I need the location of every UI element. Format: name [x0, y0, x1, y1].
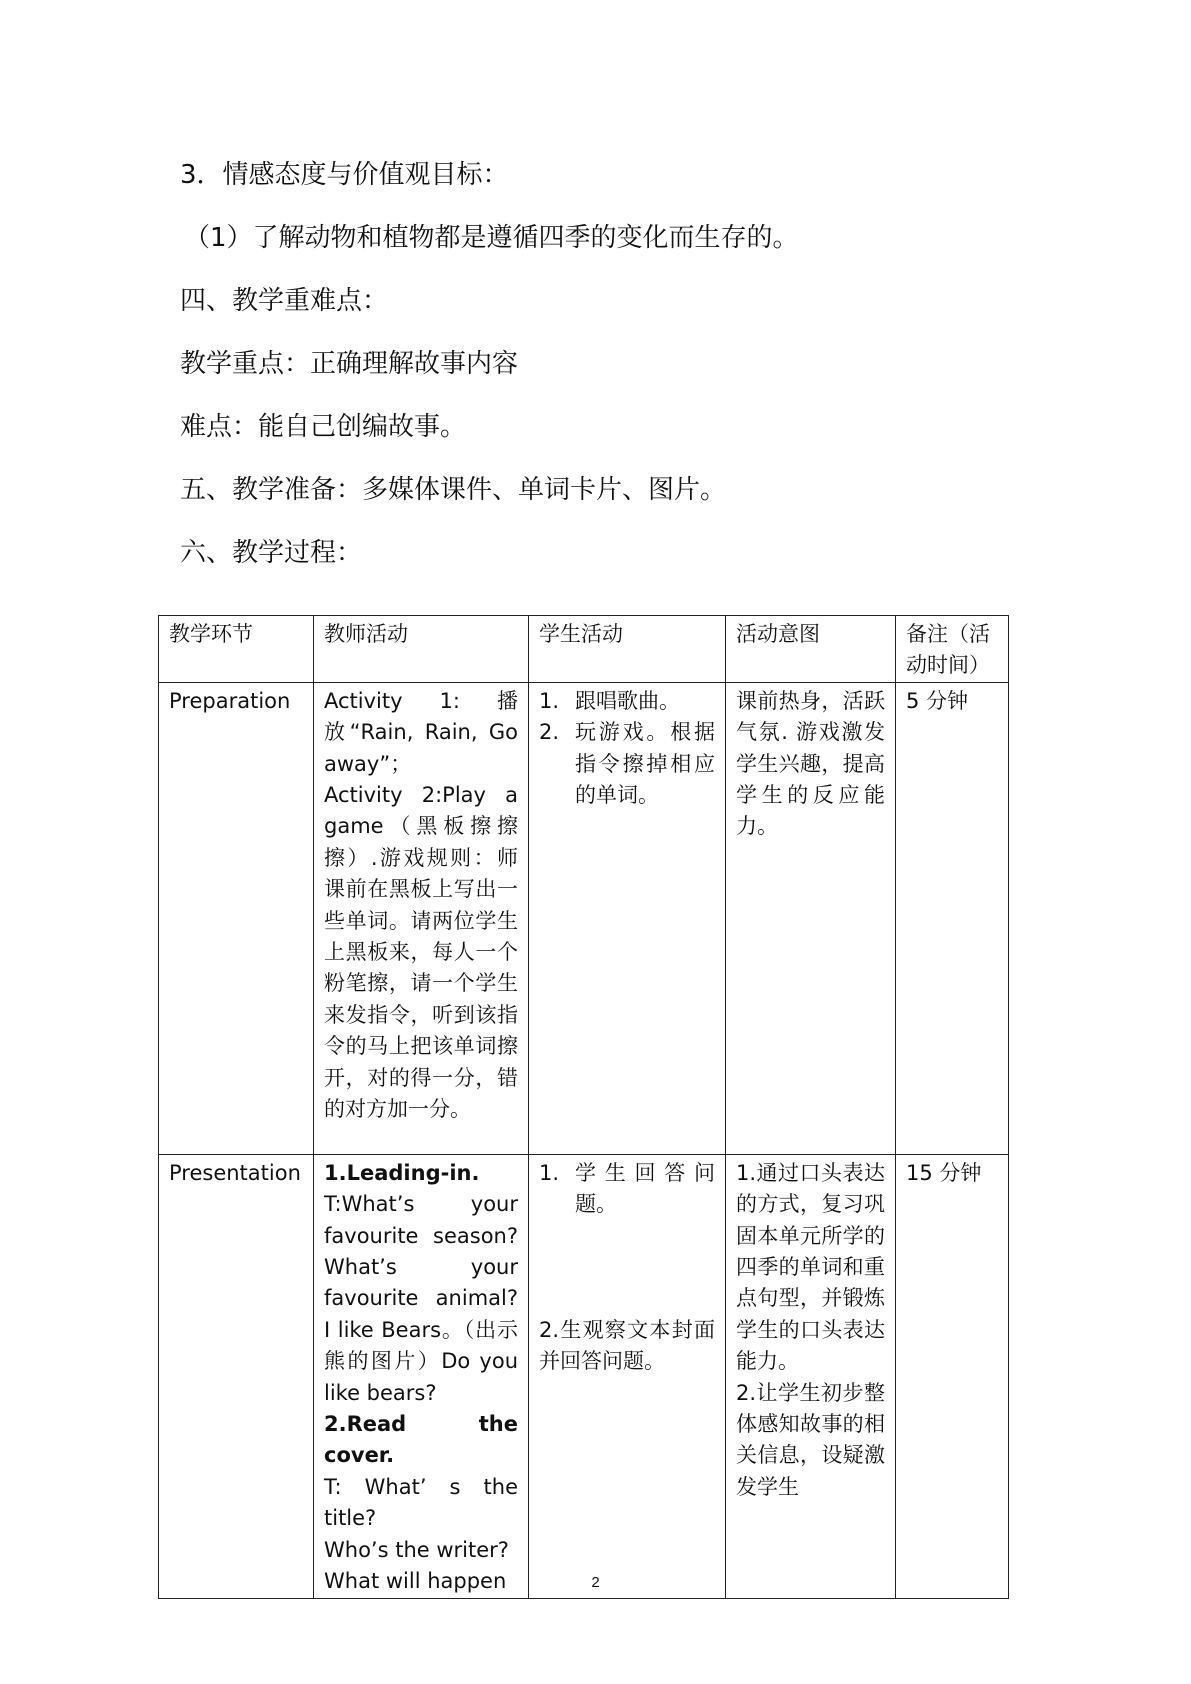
teacher-step-heading-2: 2.Read the cover. [324, 1412, 518, 1468]
list-item: 1. 学生回答问题。 [539, 1160, 715, 1217]
teacher-step-text-1: T:What’s your favourite season? What’s your favourite animal? I like Bears。（出示熊的图片）Do you like bears? [324, 1192, 518, 1405]
teacher-activity-cell [314, 1154, 529, 1598]
difficulty-text: 难点：能自己创编故事。 [180, 412, 467, 442]
purpose-cell: 课前热身，活跃气氛. 游戏激发学生兴趣，提高学生的反应能力。 [726, 682, 896, 1154]
purpose-1: 1.通过口头表达的方式，复习巩固本单元所学的四季的单词和重点句型，并锻炼学生的口头表达能力。 [736, 1160, 885, 1374]
section-heading-process: 六、教学过程： [180, 538, 363, 568]
table-row [159, 1154, 1009, 1598]
student-activity-2: 2.生观察文本封面并回答问题。 [539, 1317, 715, 1374]
preparation-text: 五、教学准备：多媒体课件、单词卡片、图片。 [180, 475, 727, 505]
student-activity-list [539, 686, 715, 812]
teacher-step-text-2b: Who’s the writer? [324, 1537, 509, 1562]
table-header-row [159, 616, 1009, 683]
list-item: 2. 玩游戏。根据指令擦掉相应的单词。 [539, 720, 715, 808]
purpose-2: 2.让学生初步整体感知故事的相关信息，设疑激发学生 [736, 1380, 885, 1499]
time-cell: 5 分钟 [896, 682, 1009, 1154]
stage-cell: Preparation [159, 682, 314, 1154]
teacher-activity-2: Activity 2:Play a game（黑板擦擦擦）.游戏规则：师课前在黑板上写出一些单词。请两位学生上黑板来，每人一个粉笔擦，请一个学生来发指令，听到该指令的马上把该单词擦开，对的得一分，错的对方加一分。 [324, 783, 518, 1122]
table-row [159, 682, 1009, 1154]
goal-item-1: （1）了解动物和植物都是遵循四季的变化而生存的。 [184, 223, 799, 253]
student-activity-cell [529, 682, 726, 1154]
header-student-activity: 学生活动 [529, 616, 726, 683]
teacher-step-text-2a: T: What’ s the title? [324, 1474, 518, 1531]
teaching-process-table [158, 615, 1009, 1599]
time-cell: 15 分钟 [896, 1154, 1009, 1598]
teacher-step-text-2c: What will happen [324, 1569, 507, 1594]
header-purpose: 活动意图 [726, 616, 896, 683]
header-time: 备注（活动时间） [896, 616, 1009, 683]
teacher-step-heading-1: 1.Leading-in. [324, 1160, 480, 1185]
page-number: 2 [591, 1574, 600, 1591]
teacher-activity-cell [314, 682, 529, 1154]
section-heading-attitude-goals: 3．情感态度与价值观目标： [180, 160, 509, 190]
stage-cell: Presentation [159, 1154, 314, 1598]
header-stage: 教学环节 [159, 616, 314, 683]
purpose-cell [726, 1154, 896, 1598]
section-heading-key-points: 四、教学重难点： [180, 286, 389, 316]
header-teacher-activity: 教师活动 [314, 616, 529, 683]
student-activity-list [539, 1158, 715, 1221]
list-item: 1. 跟唱歌曲。 [539, 688, 680, 713]
student-activity-cell [529, 1154, 726, 1598]
key-point-text: 教学重点：正确理解故事内容 [180, 349, 519, 379]
teacher-activity-1: Activity 1: 播放“Rain, Rain, Go away”； [324, 688, 518, 776]
